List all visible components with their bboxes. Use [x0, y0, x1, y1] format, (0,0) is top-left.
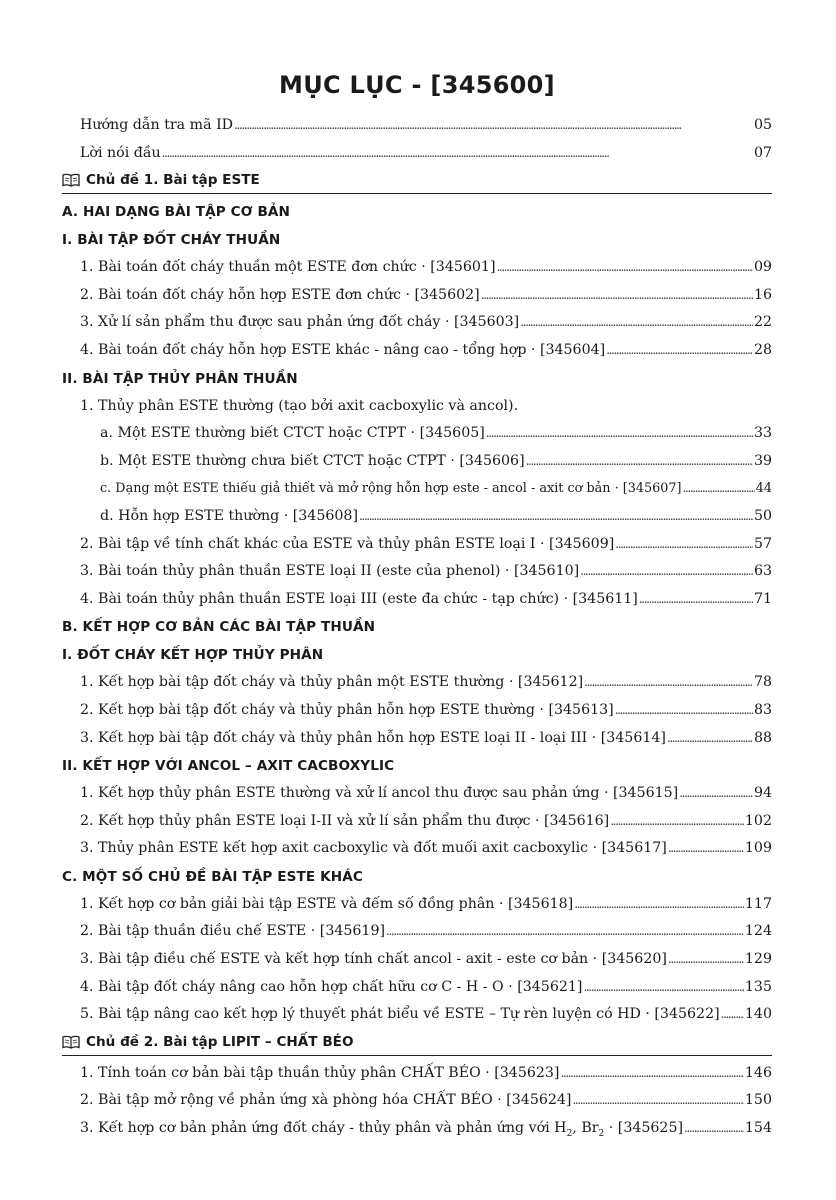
toc-entry-text: 3. Bài tập điều chế ESTE và kết hợp tính chất ancol - axit - este cơ bản · [345620] [80, 951, 667, 968]
dot-leader [481, 282, 753, 310]
toc-entry-text: d. Hỗn hợp ESTE thường · [345608] [100, 507, 358, 524]
toc-page-number: 146 [744, 1064, 772, 1081]
toc-entry[interactable] [62, 946, 772, 974]
toc-entry[interactable] [62, 475, 772, 503]
toc-entry[interactable] [62, 1087, 772, 1115]
dot-leader [497, 254, 753, 282]
book-icon [62, 173, 80, 187]
toc-entry-text: 2. Bài tập thuần điều chế ESTE · [345619] [80, 923, 386, 940]
toc-page-number: 83 [753, 701, 772, 718]
dot-leader [359, 503, 753, 531]
toc-entry-text: 1. Thủy phân ESTE thường (tạo bởi axit cacboxylic và ancol). [80, 397, 519, 414]
dot-leader [684, 1115, 744, 1143]
toc-page-number: 50 [753, 507, 772, 524]
toc-page-number: 71 [753, 590, 772, 607]
toc-entry[interactable] [62, 282, 772, 310]
dot-leader [667, 725, 753, 753]
toc-entry-text: 4. Bài toán đốt cháy hỗn hợp ESTE khác - nâng cao - tổng hợp · [345604] [80, 341, 606, 358]
toc-page-number: 16 [753, 286, 772, 303]
toc-entry[interactable] [62, 558, 772, 586]
toc-entry[interactable] [62, 1060, 772, 1088]
toc-entry[interactable] [62, 808, 772, 836]
toc-entry-text: 3. Xử lí sản phẩm thu được sau phản ứng đốt cháy · [345603] [80, 314, 520, 331]
toc-page-number: 117 [744, 895, 772, 912]
toc-page-number: 150 [744, 1092, 772, 1109]
toc-entry-text: Hướng dẫn tra mã ID [80, 117, 234, 133]
dot-leader [583, 974, 743, 1002]
dot-leader [486, 420, 753, 448]
chapter-1-title: Chủ đề 1. Bài tập ESTE [86, 172, 260, 189]
toc-entry-text: 1. Kết hợp thủy phân ESTE thường và xử lí ancol thu được sau phản ứng · [345615] [80, 785, 679, 802]
toc-entry[interactable] [62, 891, 772, 919]
toc-page-number: 44 [755, 481, 772, 497]
toc-page-number: 154 [744, 1120, 772, 1137]
toc-entry-text: 2. Kết hợp bài tập đốt cháy và thủy phân hỗn hợp ESTE thường · [345613] [80, 701, 614, 718]
dot-leader [606, 337, 753, 365]
toc-page-number: 78 [753, 674, 772, 691]
section-b1-list [62, 669, 772, 752]
toc-entry-text: 4. Bài toán thủy phân thuần ESTE loại III (este đa chức - tạp chức) · [345611] [80, 590, 638, 607]
dot-leader [386, 918, 744, 946]
toc-entry-text: 1. Tính toán cơ bản bài tập thuần thủy phân CHẤT BÉO · [345623] [80, 1064, 560, 1081]
toc-page-number: 09 [753, 259, 772, 276]
toc-entry[interactable] [62, 780, 772, 808]
dot-leader [639, 586, 753, 614]
toc-entry[interactable] [62, 420, 772, 448]
dot-leader [615, 697, 753, 725]
toc-entry-text: c. Dạng một ESTE thiếu giả thiết và mở rộng hỗn hợp este - ancol - axit cơ bản · [345607] [100, 481, 682, 497]
toc-page-number: 05 [753, 117, 772, 133]
toc-page [62, 68, 772, 1143]
toc-entry-text: 3. Bài toán thủy phân thuần ESTE loại II (este của phenol) · [345610] [80, 563, 580, 580]
toc-entry[interactable] [62, 697, 772, 725]
toc-entry[interactable] [62, 586, 772, 614]
chapter-2-title: Chủ đề 2. Bài tập LIPIT – CHẤT BÉO [86, 1033, 354, 1050]
toc-page-number: 39 [753, 452, 772, 469]
toc-entry[interactable] [62, 112, 772, 140]
section-a1-list [62, 254, 772, 364]
toc-entry-text: 2. Bài tập về tính chất khác của ESTE và thủy phân ESTE loại I · [345609] [80, 535, 615, 552]
toc-page-number: 129 [744, 951, 772, 968]
dot-leader [580, 558, 753, 586]
dot-leader [615, 531, 753, 559]
toc-entry[interactable] [62, 309, 772, 337]
toc-entry-text: 1. Kết hợp cơ bản giải bài tập ESTE và đếm số đồng phân · [345618] [80, 895, 574, 912]
toc-entry[interactable] [62, 725, 772, 753]
toc-entry[interactable] [62, 669, 772, 697]
dot-leader [683, 475, 755, 503]
section-a1-heading: I. BÀI TẬP ĐỐT CHÁY THUẦN [62, 232, 281, 249]
part-b-heading: B. KẾT HỢP CƠ BẢN CÁC BÀI TẬP THUẦN [62, 619, 376, 636]
toc-entry[interactable] [62, 974, 772, 1002]
toc-entry[interactable] [62, 254, 772, 282]
toc-entry[interactable] [62, 140, 772, 168]
dot-leader [610, 808, 744, 836]
toc-page-number: 135 [744, 978, 772, 995]
toc-entry[interactable] [62, 835, 772, 863]
dot-leader [668, 946, 744, 974]
toc-page-number: 109 [744, 840, 772, 857]
toc-page-number: 94 [753, 785, 772, 802]
toc-page-number: 124 [744, 923, 772, 940]
dot-leader [584, 669, 753, 697]
toc-entry-text: 2. Bài tập mở rộng về phản ứng xà phòng hóa CHẤT BÉO · [345624] [80, 1092, 572, 1109]
toc-entry[interactable] [62, 503, 772, 531]
toc-entry-text: 3. Thủy phân ESTE kết hợp axit cacboxylic và đốt muối axit cacboxylic · [345617] [80, 840, 667, 857]
toc-page-number: 102 [744, 812, 772, 829]
toc-entry-text: 3. Kết hợp bài tập đốt cháy và thủy phân hỗn hợp ESTE loại II - loại III · [345614] [80, 729, 666, 746]
dot-leader [574, 891, 744, 919]
toc-page-number: 57 [753, 535, 772, 552]
dot-leader [560, 1060, 743, 1088]
toc-entry[interactable] [62, 531, 772, 559]
page-title: MỤC LỤC - [345600] [279, 71, 555, 99]
toc-entry-text: 3. Kết hợp cơ bản phản ứng đốt cháy - thủy phân và phản ứng với $H_2$, $Br_2 \cdot [345625]$ [80, 1120, 684, 1139]
toc-entry-text: 2. Bài toán đốt cháy hỗn hợp ESTE đơn chức · [345602] [80, 286, 480, 303]
toc-entry[interactable] [62, 1115, 772, 1143]
book-icon [62, 1035, 80, 1049]
section-b2-list [62, 780, 772, 863]
toc-page-number: 28 [753, 341, 772, 358]
toc-entry[interactable] [62, 337, 772, 365]
toc-entry[interactable] [62, 448, 772, 476]
dot-leader [668, 835, 744, 863]
section-b2-heading: II. KẾT HỢP VỚI ANCOL – AXIT CACBOXYLIC [62, 758, 395, 775]
part-a-heading: A. HAI DẠNG BÀI TẬP CƠ BẢN [62, 204, 291, 221]
section-c-list [62, 891, 772, 1029]
section-a2-list [62, 531, 772, 614]
section-b1-heading: I. ĐỐT CHÁY KẾT HỢP THỦY PHÂN [62, 647, 324, 664]
part-c-heading: C. MỘT SỐ CHỦ ĐỀ BÀI TẬP ESTE KHÁC [62, 868, 363, 885]
toc-page-number: 63 [753, 563, 772, 580]
toc-page-number: 07 [753, 144, 772, 161]
front-matter-list [62, 112, 772, 167]
toc-page-number: 140 [744, 1006, 772, 1023]
toc-entry-a2-intro[interactable] [62, 393, 772, 421]
toc-entry-text: a. Một ESTE thường biết CTCT hoặc CTPT · [345605] [100, 425, 485, 442]
dot-leader [721, 1001, 744, 1029]
toc-entry-text: 5. Bài tập nâng cao kết hợp lý thuyết phát biểu về ESTE – Tự rèn luyện có HD · [345622] [80, 1006, 720, 1023]
dot-leader [526, 448, 753, 476]
dot-leader [234, 112, 753, 140]
toc-entry[interactable] [62, 1001, 772, 1029]
toc-entry-text: 1. Bài toán đốt cháy thuần một ESTE đơn chức · [345601] [80, 259, 496, 276]
section-a2-heading: II. BÀI TẬP THỦY PHÂN THUẦN [62, 370, 298, 387]
toc-entry-text: 2. Kết hợp thủy phân ESTE loại I-II và xử lí sản phẩm thu được · [345616] [80, 812, 610, 829]
dot-leader [572, 1087, 743, 1115]
dot-leader [162, 140, 753, 168]
toc-entry-text: b. Một ESTE thường chưa biết CTCT hoặc CTPT · [345606] [100, 452, 525, 469]
dot-leader [679, 780, 753, 808]
chapter-2-heading [62, 1029, 772, 1056]
toc-entry[interactable] [62, 918, 772, 946]
dot-leader [520, 309, 753, 337]
toc-entry-text: Lời nói đầu [80, 144, 161, 161]
section-a2-sublist [62, 420, 772, 530]
toc-entry-text: 1. Kết hợp bài tập đốt cháy và thủy phân một ESTE thường · [345612] [80, 674, 584, 691]
toc-page-number: 22 [753, 314, 772, 331]
chapter-1-heading [62, 167, 772, 194]
chapter-2-list [62, 1060, 772, 1115]
toc-page-number: 88 [753, 729, 772, 746]
toc-page-number: 33 [753, 425, 772, 442]
toc-entry-text: 4. Bài tập đốt cháy nâng cao hỗn hợp chất hữu cơ C - H - O · [345621] [80, 978, 583, 995]
